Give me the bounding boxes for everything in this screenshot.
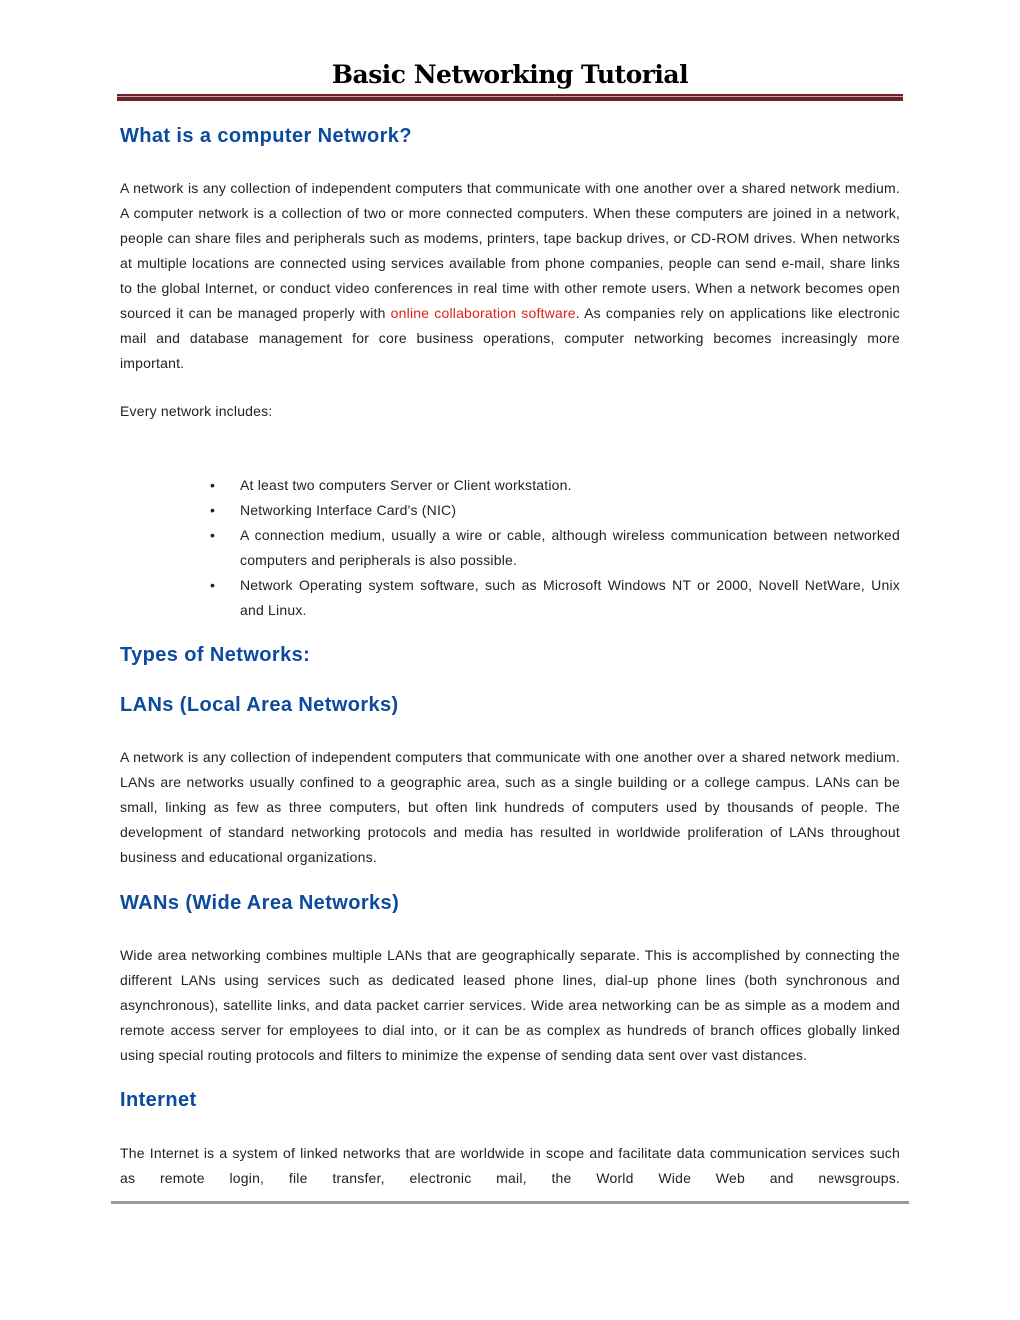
list-item-text: Networking Interface Card's (NIC) [240,502,457,518]
paragraph-lans: A network is any collection of independent computers that communicate with one another over a shared network medium. LANs are networks usually confined to a geographic area, such as a single building or a college campus. LANs can be small, linking as few as three computers, but often link hundreds of computers used by thousands of people. The development of standard networking protocols and media has resulted in worldwide proliferation of LANs throughout business and educational organizations. [120,749,900,865]
heading-lans: LANs (Local Area Networks) [120,694,399,716]
heading-internet: Internet [120,1089,197,1111]
document-title: Basic Networking Tutorial [331,60,689,89]
list-item [210,523,900,573]
bullet-icon: • [210,502,216,518]
paragraph-text: A network is any collection of independent computers that communicate with one another over a shared network medium. A computer network is a collection of two or more connected computers. When these computers are joined in a network, people can share files and peripherals such as modems, printers, tape backup drives, or CD-ROM drives. When networks at multiple locations are connected using services available from phone companies, people can send e-mail, share links to the global Internet, or conduct video conferences in real time with other remote users. When a network becomes open sourced it can be managed properly with [120,180,900,321]
heading-types-of-networks: Types of Networks: [120,644,311,666]
includes-label: Every network includes: [120,403,273,419]
heading-wans: WANs (Wide Area Networks) [120,892,400,914]
list-item [210,498,900,523]
includes-list [210,473,900,623]
paragraph-internet: The Internet is a system of linked networks that are worldwide in scope and facilitate data communication services such as remote login, file transfer, electronic mail, the World Wide Web and newsgroups. [120,1145,900,1186]
footer-rule [111,1201,909,1204]
title-rule [117,94,903,101]
online-collaboration-link[interactable]: online collaboration software [390,305,576,321]
list-item [210,473,900,498]
bullet-icon: • [210,477,216,493]
list-item-text: At least two computers Server or Client workstation. [240,477,572,493]
paragraph-what-is-network [120,176,900,376]
paragraph-wans: Wide area networking combines multiple LANs that are geographically separate. This is accomplished by connecting the different LANs using services such as dedicated leased phone lines, dial-up phone lines (both synchronous and asynchronous), satellite links, and data packet carrier services. Wide area networking can be as simple as a modem and remote access server for employees to dial into, or it can be as complex as hundreds of branch offices globally linked using special routing protocols and filters to minimize the expense of sending data sent over vast distances. [120,947,900,1063]
bullet-icon: • [210,527,216,543]
list-item-text: A connection medium, usually a wire or cable, although wireless communication between networked computers and peripherals is also possible. [240,527,900,568]
paragraph-text: . As companies rely on applications like electronic mail and database management for core business operations, computer networking becomes increasingly more important. [120,305,900,371]
list-item [210,573,900,623]
bullet-icon: • [210,577,216,593]
heading-what-is-network: What is a computer Network? [120,125,412,147]
list-item-text: Network Operating system software, such as Microsoft Windows NT or 2000, Novell NetWare, Unix and Linux. [240,577,900,618]
